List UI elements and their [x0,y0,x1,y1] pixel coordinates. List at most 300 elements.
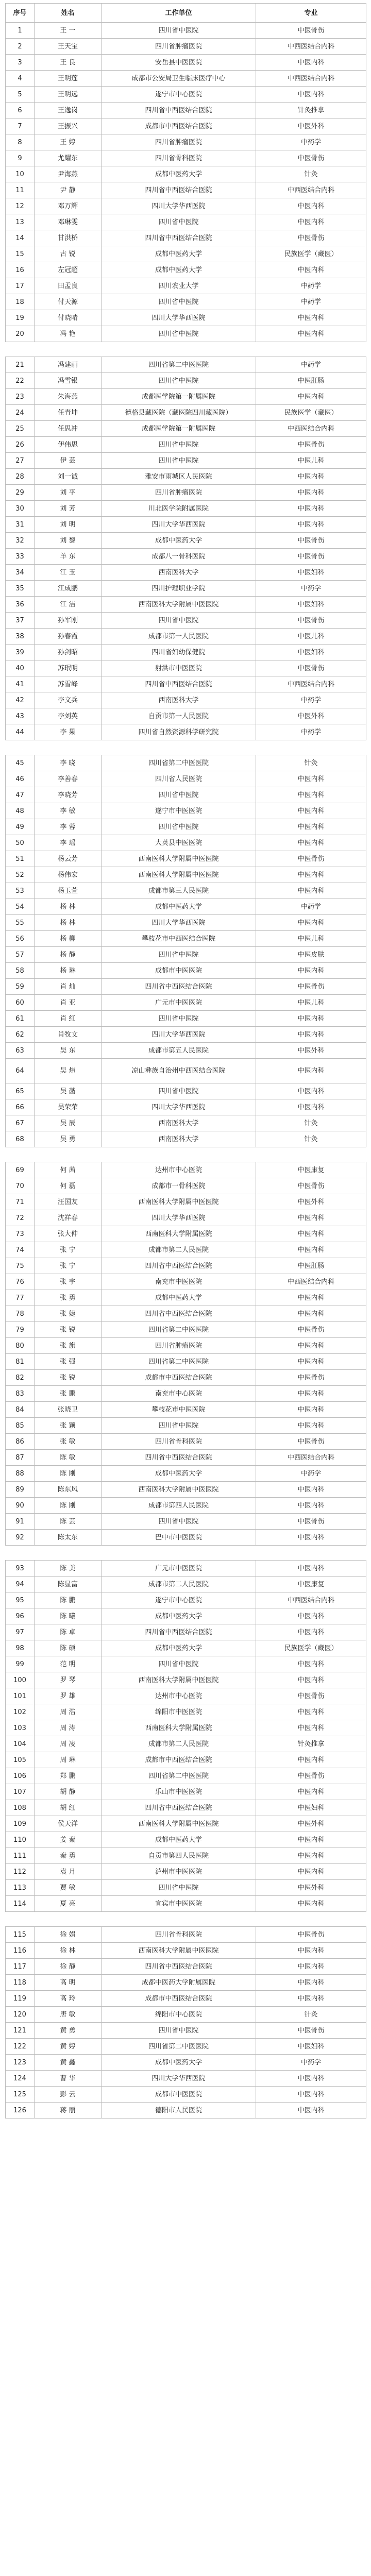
cell-major: 中医儿科 [256,931,366,947]
cell-name: 胡 红 [35,1800,102,1816]
table-row [6,1530,366,1546]
table-row [6,501,366,517]
table-row [6,915,366,931]
cell-major: 中医骨伤 [256,1688,366,1704]
cell-unit: 四川省肿瘤医院 [102,39,256,55]
cell-major: 中医外科 [256,118,366,134]
header-unit: 工作单位 [102,4,256,23]
cell-name: 李 蓉 [35,819,102,835]
cell-unit: 成都中医药大学 [102,1466,256,1482]
cell-name: 杨玉萱 [35,883,102,899]
table-row [6,1418,366,1434]
cell-unit: 遂宁市中心医院 [102,1592,256,1608]
cell-unit: 宜宾市中医医院 [102,1896,256,1912]
group-separator [6,1912,366,1927]
cell-no: 120 [6,2007,35,2023]
cell-no: 26 [6,437,35,453]
cell-no: 113 [6,1880,35,1896]
cell-unit: 西南医科大学附属医院 [102,1720,256,1736]
cell-no: 36 [6,597,35,613]
cell-no: 28 [6,469,35,485]
table-row [6,1720,366,1736]
cell-no: 47 [6,787,35,803]
cell-unit: 西南医科大学附属中医医院 [102,597,256,613]
cell-name: 肖 灿 [35,979,102,995]
table-row [6,1370,366,1386]
table-row [6,103,366,118]
cell-unit: 四川省中西医结合医院 [102,103,256,118]
table-row [6,1784,366,1800]
cell-major: 中医皮肤 [256,947,366,963]
cell-unit: 雅安市雨城区人民医院 [102,469,256,485]
cell-unit: 四川省中医院 [102,819,256,835]
cell-no: 50 [6,835,35,851]
table-row [6,1482,366,1498]
cell-major: 中医内科 [256,915,366,931]
cell-name: 姜 秦 [35,1832,102,1848]
table-row [6,39,366,55]
cell-major: 中医外科 [256,708,366,724]
cell-unit: 泸州市中医医院 [102,1864,256,1880]
table-row [6,2071,366,2087]
cell-unit: 成都市中西医结合医院 [102,1752,256,1768]
cell-name: 孙剑昭 [35,645,102,660]
cell-no: 21 [6,357,35,373]
cell-major: 中医肛肠 [256,373,366,389]
cell-no: 49 [6,819,35,835]
table-row [6,1672,366,1688]
cell-unit: 四川省中医院 [102,214,256,230]
cell-no: 31 [6,517,35,533]
cell-unit: 四川省中西医结合医院 [102,230,256,246]
cell-major: 中医骨伤 [256,1434,366,1450]
table-row [6,230,366,246]
cell-major: 针灸 [256,1131,366,1147]
table-row [6,899,366,915]
header-name: 姓名 [35,4,102,23]
cell-major: 中医内科 [256,1864,366,1880]
table-row [6,517,366,533]
cell-unit: 四川省中医院 [102,1514,256,1530]
cell-no: 117 [6,1959,35,1975]
cell-no: 85 [6,1418,35,1434]
cell-major: 中医骨伤 [256,1322,366,1338]
cell-name: 高 明 [35,1975,102,1991]
cell-name: 刘 平 [35,485,102,501]
cell-major: 中医肛肠 [256,1258,366,1274]
cell-no: 22 [6,373,35,389]
cell-major: 中医内科 [256,963,366,979]
cell-major: 中医骨伤 [256,23,366,39]
table-row [6,660,366,676]
cell-name: 徐 静 [35,1959,102,1975]
cell-no: 59 [6,979,35,995]
cell-unit: 西南医科大学附属中医医院 [102,1943,256,1959]
cell-name: 陈 芸 [35,1514,102,1530]
cell-name: 陈 硕 [35,1640,102,1656]
cell-name: 吴荣荣 [35,1099,102,1115]
cell-major: 中医骨伤 [256,437,366,453]
table-row [6,947,366,963]
table-row [6,851,366,867]
cell-major: 中医内科 [256,1482,366,1498]
table-row [6,1943,366,1959]
cell-no: 121 [6,2023,35,2039]
cell-unit: 四川省中医院 [102,437,256,453]
cell-no: 20 [6,326,35,342]
cell-unit: 凉山彝族自治州中西医结合医院 [102,1059,256,1083]
cell-unit: 四川省中医院 [102,453,256,469]
cell-major: 中医内科 [256,1784,366,1800]
expert-list-sheet [5,3,366,2119]
cell-name: 任思冲 [35,421,102,437]
cell-name: 陈 曦 [35,1608,102,1624]
cell-name: 陈 敏 [35,1450,102,1466]
cell-name: 李 瑶 [35,835,102,851]
cell-name: 付晓晴 [35,310,102,326]
cell-name: 张 旗 [35,1338,102,1354]
cell-major: 中医妇科 [256,565,366,581]
header-major: 专业 [256,4,366,23]
cell-unit: 成都市第一人民医院 [102,629,256,645]
cell-major: 中医内科 [256,1975,366,1991]
table-row [6,1290,366,1306]
cell-unit: 四川大学华西医院 [102,1099,256,1115]
cell-no: 93 [6,1561,35,1577]
cell-no: 37 [6,613,35,629]
cell-name: 陈 鹏 [35,1592,102,1608]
cell-unit: 四川省中西医结合医院 [102,182,256,198]
cell-major: 中医妇科 [256,1800,366,1816]
table-row [6,1210,366,1226]
cell-major: 中药学 [256,278,366,294]
cell-name: 曹 华 [35,2071,102,2087]
table-row [6,883,366,899]
cell-major: 中医内科 [256,1704,366,1720]
cell-name: 尹 静 [35,182,102,198]
cell-unit: 成都市公安局卫生临床医疗中心 [102,71,256,87]
cell-no: 33 [6,549,35,565]
cell-no: 103 [6,1720,35,1736]
table-row [6,1736,366,1752]
cell-unit: 西南医科大学 [102,692,256,708]
table-row [6,1354,366,1370]
table-row [6,198,366,214]
cell-name: 吴 炜 [35,1059,102,1083]
cell-unit: 成都市第五人民医院 [102,1043,256,1059]
cell-name: 夏 亮 [35,1896,102,1912]
table-row [6,262,366,278]
cell-unit: 西南医科大学附属中医医院 [102,867,256,883]
cell-major: 中药学 [256,2055,366,2071]
cell-no: 7 [6,118,35,134]
cell-unit: 乐山市中医医院 [102,1784,256,1800]
cell-no: 5 [6,87,35,103]
cell-major: 中医内科 [256,1306,366,1322]
table-row [6,1226,366,1242]
cell-major: 中医内科 [256,198,366,214]
cell-no: 48 [6,803,35,819]
cell-name: 张 锐 [35,1322,102,1338]
cell-unit: 四川省中医院 [102,787,256,803]
table-row [6,1386,366,1402]
table-row [6,787,366,803]
cell-major: 中医内科 [256,883,366,899]
cell-major: 中医内科 [256,501,366,517]
expert-table [5,3,366,2119]
cell-unit: 西南医科大学 [102,1115,256,1131]
cell-no: 96 [6,1608,35,1624]
cell-no: 8 [6,134,35,150]
cell-no: 92 [6,1530,35,1546]
cell-major: 中医骨伤 [256,1514,366,1530]
cell-major: 中医内科 [256,1386,366,1402]
cell-unit: 四川省骨科医院 [102,150,256,166]
cell-unit: 四川大学华西医院 [102,517,256,533]
cell-name: 侯天洋 [35,1816,102,1832]
cell-no: 46 [6,771,35,787]
cell-unit: 四川省中西医结合医院 [102,1959,256,1975]
cell-no: 122 [6,2039,35,2055]
cell-no: 84 [6,1402,35,1418]
cell-major: 中医内科 [256,1290,366,1306]
cell-name: 王振兴 [35,118,102,134]
table-row [6,708,366,724]
cell-name: 吴 菡 [35,1083,102,1099]
cell-no: 69 [6,1162,35,1178]
cell-major: 中医内科 [256,2103,366,2119]
cell-name: 张 敏 [35,1434,102,1450]
table-row [6,1768,366,1784]
table-row [6,1099,366,1115]
table-row [6,1608,366,1624]
cell-name: 尤耀东 [35,150,102,166]
cell-no: 57 [6,947,35,963]
table-row [6,1592,366,1608]
cell-unit: 自贡市第一人民医院 [102,708,256,724]
table-row [6,166,366,182]
cell-no: 86 [6,1434,35,1450]
table-row [6,453,366,469]
cell-no: 87 [6,1450,35,1466]
cell-name: 李 果 [35,724,102,740]
table-row [6,389,366,405]
cell-major: 中西医结合内科 [256,71,366,87]
table-row [6,979,366,995]
cell-unit: 四川省第二中医医院 [102,1322,256,1338]
cell-major: 中医内科 [256,1530,366,1546]
cell-major: 中医骨伤 [256,1768,366,1784]
table-row [6,246,366,262]
table-row [6,278,366,294]
table-row [6,771,366,787]
table-row [6,755,366,771]
cell-no: 106 [6,1768,35,1784]
cell-major: 中医内科 [256,1991,366,2007]
cell-unit: 四川省第二中医医院 [102,1768,256,1784]
cell-name: 邓琳雯 [35,214,102,230]
table-row [6,1083,366,1099]
cell-name: 张 宁 [35,1258,102,1274]
cell-no: 27 [6,453,35,469]
cell-unit: 西南医科大学附属中医医院 [102,1816,256,1832]
cell-no: 2 [6,39,35,55]
cell-name: 古 锐 [35,246,102,262]
cell-unit: 西南医科大学 [102,565,256,581]
cell-major: 中医内科 [256,1027,366,1043]
cell-unit: 达州市中心医院 [102,1162,256,1178]
table-row [6,1322,366,1338]
cell-no: 62 [6,1027,35,1043]
cell-unit: 攀枝花市中西医结合医院 [102,931,256,947]
cell-no: 55 [6,915,35,931]
cell-name: 杨 林 [35,899,102,915]
table-row [6,1466,366,1482]
cell-no: 52 [6,867,35,883]
cell-name: 刘 明 [35,517,102,533]
cell-name: 尹海燕 [35,166,102,182]
cell-no: 68 [6,1131,35,1147]
cell-major: 中医骨伤 [256,1927,366,1943]
cell-major: 中医内科 [256,1242,366,1258]
cell-unit: 安岳县中医医院 [102,55,256,71]
cell-name: 张大仲 [35,1226,102,1242]
cell-unit: 四川省中医院 [102,1656,256,1672]
cell-unit: 成都市中西医结合医院 [102,118,256,134]
cell-major: 中医内科 [256,262,366,278]
cell-major: 中医外科 [256,1043,366,1059]
cell-unit: 四川护理职业学院 [102,581,256,597]
cell-unit: 四川省中医院 [102,947,256,963]
cell-name: 张 强 [35,1354,102,1370]
table-row [6,1864,366,1880]
cell-major: 中医内科 [256,1011,366,1027]
table-row [6,2055,366,2071]
cell-major: 中医骨伤 [256,660,366,676]
cell-no: 42 [6,692,35,708]
cell-no: 30 [6,501,35,517]
cell-name: 罗 琴 [35,1672,102,1688]
table-row [6,1514,366,1530]
cell-no: 90 [6,1498,35,1514]
cell-major: 针灸推拿 [256,103,366,118]
group-separator-cell [6,342,366,357]
cell-major: 中医骨伤 [256,230,366,246]
cell-name: 蒋 丽 [35,2103,102,2119]
cell-no: 15 [6,246,35,262]
cell-unit: 成都中医药大学附属医院 [102,1975,256,1991]
table-row [6,1162,366,1178]
cell-unit: 四川农业大学 [102,278,256,294]
table-row [6,803,366,819]
cell-name: 江成鹏 [35,581,102,597]
table-row [6,1688,366,1704]
cell-unit: 成都市第二人民医院 [102,1577,256,1592]
table-row [6,310,366,326]
cell-no: 12 [6,198,35,214]
cell-name: 黄 婷 [35,2039,102,2055]
cell-unit: 成都中医药大学 [102,1832,256,1848]
table-row [6,134,366,150]
cell-unit: 四川省中医院 [102,1418,256,1434]
cell-major: 中医外科 [256,1880,366,1896]
cell-name: 付天源 [35,294,102,310]
cell-no: 77 [6,1290,35,1306]
cell-no: 18 [6,294,35,310]
group-separator [6,1546,366,1561]
cell-major: 中药学 [256,134,366,150]
cell-major: 中医内科 [256,214,366,230]
cell-unit: 成都市第四人民医院 [102,1498,256,1514]
cell-name: 徐 林 [35,1943,102,1959]
cell-major: 中医外科 [256,1816,366,1832]
cell-unit: 四川大学华西医院 [102,310,256,326]
cell-unit: 成都中医药大学 [102,1640,256,1656]
cell-unit: 四川省中西医结合医院 [102,1258,256,1274]
cell-name: 王逸岗 [35,103,102,118]
cell-no: 118 [6,1975,35,1991]
cell-name: 杨云芳 [35,851,102,867]
cell-major: 针灸推拿 [256,1736,366,1752]
cell-name: 罗 雄 [35,1688,102,1704]
cell-major: 中医康复 [256,1162,366,1178]
cell-name: 李文兵 [35,692,102,708]
cell-unit: 西南医科大学 [102,1131,256,1147]
cell-name: 张 婕 [35,1306,102,1322]
cell-no: 29 [6,485,35,501]
table-row [6,549,366,565]
cell-unit: 成都八一骨科医院 [102,549,256,565]
cell-major: 中医内科 [256,1226,366,1242]
cell-major: 中医内科 [256,771,366,787]
table-row [6,1498,366,1514]
cell-major: 中医内科 [256,517,366,533]
cell-no: 10 [6,166,35,182]
cell-major: 中医内科 [256,1418,366,1434]
cell-no: 80 [6,1338,35,1354]
cell-no: 123 [6,2055,35,2071]
table-body [6,23,366,2119]
table-row [6,835,366,851]
cell-no: 1 [6,23,35,39]
cell-no: 19 [6,310,35,326]
cell-name: 肖 亚 [35,995,102,1011]
cell-unit: 成都市第三人民医院 [102,883,256,899]
table-row [6,214,366,230]
cell-major: 中药学 [256,1466,366,1482]
table-row [6,1450,366,1466]
table-row [6,597,366,613]
cell-name: 田孟良 [35,278,102,294]
cell-major: 中西医结合内科 [256,1592,366,1608]
cell-major: 中医骨伤 [256,613,366,629]
cell-unit: 四川省中医院 [102,1880,256,1896]
cell-no: 110 [6,1832,35,1848]
cell-major: 中医内科 [256,835,366,851]
cell-no: 124 [6,2071,35,2087]
header-row [6,4,366,23]
cell-no: 17 [6,278,35,294]
cell-no: 70 [6,1178,35,1194]
cell-major: 中医内科 [256,1354,366,1370]
table-row [6,1991,366,2007]
cell-major: 中西医结合内科 [256,1274,366,1290]
cell-major: 中医内科 [256,867,366,883]
table-row [6,1704,366,1720]
cell-name: 张 勇 [35,1290,102,1306]
cell-unit: 巴中市中医医院 [102,1530,256,1546]
cell-unit: 成都中医药大学 [102,2055,256,2071]
